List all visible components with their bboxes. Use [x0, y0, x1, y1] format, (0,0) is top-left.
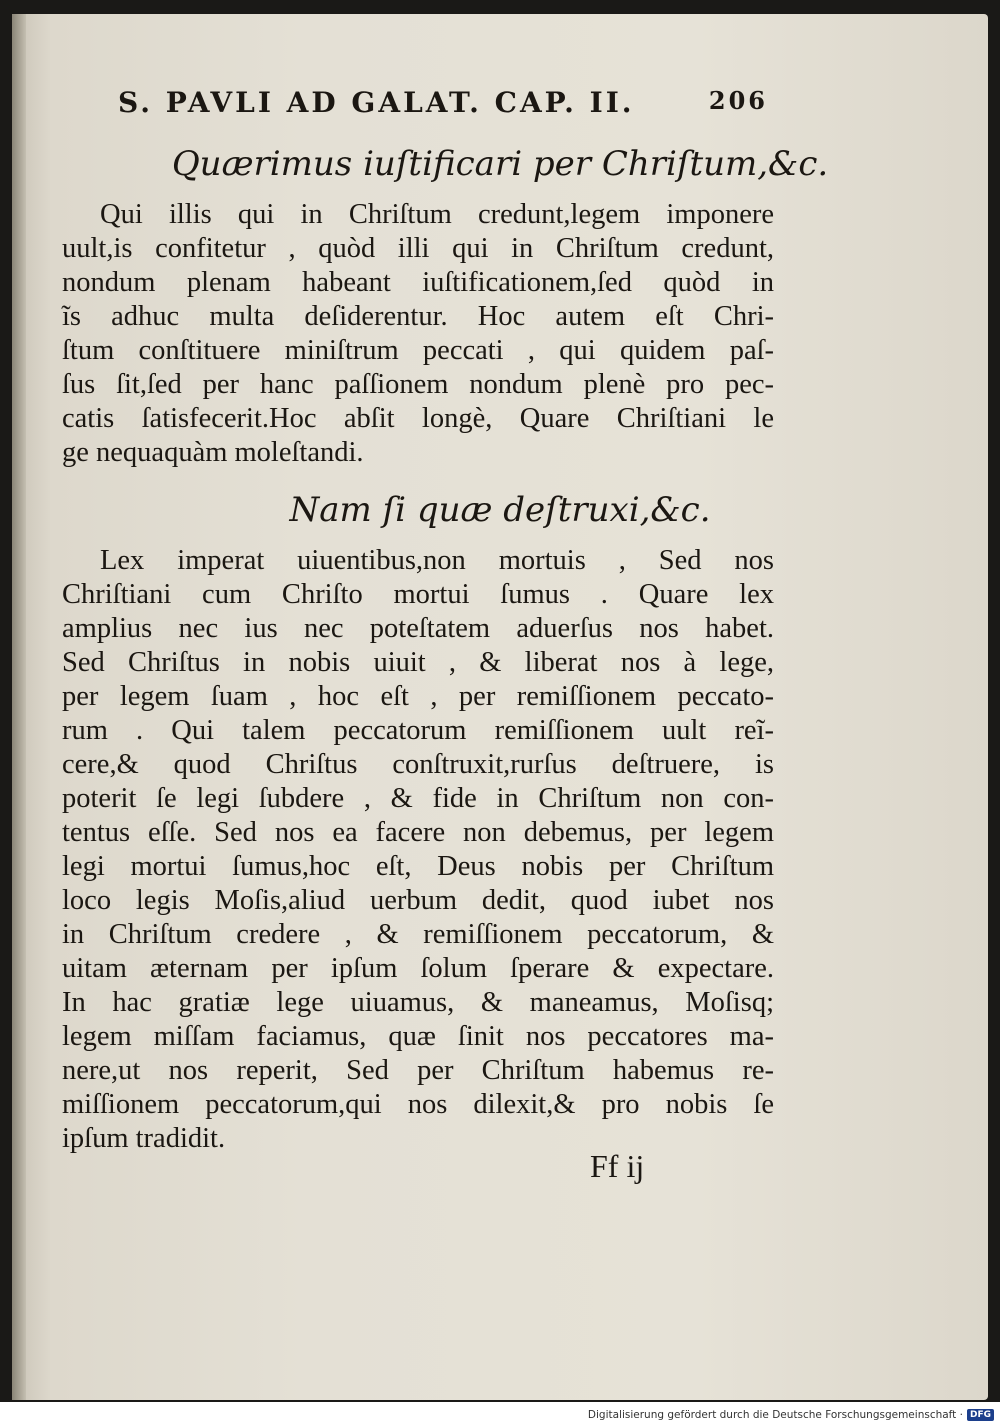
folio-number: 206 — [708, 86, 768, 115]
text-line: ĩs adhuc multa deſiderentur. Hoc autem eſt Chri- — [62, 301, 774, 332]
section-heading-2: Nam ſi quæ deſtruxi,&c. — [289, 490, 711, 530]
text-line: uult,is confitetur , quòd illi qui in Chriſtum credunt, — [62, 233, 774, 264]
running-head-title: S. PAVLI AD GALAT. CAP. II. — [118, 86, 635, 119]
dfg-logo-icon: DFG — [967, 1409, 994, 1421]
text-line: loco legis Moſis,aliud uerbum dedit, quod iubet nos — [62, 885, 774, 916]
paragraph-2 — [62, 544, 774, 1156]
digitization-credit — [588, 1407, 994, 1423]
text-line: nondum plenam habeant iuſtificationem,ſed quòd in — [62, 267, 774, 298]
text-line: rum . Qui talem peccatorum remiſſionem uult reĩ- — [62, 715, 774, 746]
paragraph-1 — [62, 198, 774, 470]
text-line: Qui illis qui in Chriſtum credunt,legem imponere — [100, 199, 774, 230]
text-line: ge nequaquàm moleſtandi. — [62, 437, 364, 468]
text-line: miſſionem peccatorum,qui nos dilexit,& pro nobis ſe — [62, 1089, 774, 1120]
signature-mark: Ff ij — [590, 1148, 645, 1184]
text-line: ipſum tradidit. — [62, 1123, 226, 1154]
text-line: amplius nec ius nec poteſtatem aduerſus nos habet. — [62, 613, 774, 644]
text-line: Chriſtiani cum Chriſto mortui ſumus . Quare lex — [62, 579, 774, 610]
text-line: uitam æternam per ipſum ſolum ſperare & expectare. — [62, 953, 774, 984]
text-line: Lex imperat uiuentibus,non mortuis , Sed nos — [100, 545, 774, 576]
running-head — [118, 86, 768, 126]
text-line: nere,ut nos reperit, Sed per Chriſtum habemus re- — [62, 1055, 774, 1086]
text-line: in Chriſtum credere , & remiſſionem peccatorum, & — [62, 919, 774, 950]
text-line: tentus eſſe. Sed nos ea facere non debemus, per legem — [62, 817, 774, 848]
section-heading-1: Quærimus iuſtificari per Chriſtum,&c. — [171, 144, 829, 184]
text-line: per legem ſuam , hoc eſt , per remiſſionem peccato- — [62, 681, 774, 712]
text-line: ſus ſit,ſed per hanc paſſionem nondum plenè pro pec- — [62, 369, 774, 400]
text-line: ſtum conſtituere miniſtrum peccati , qui quidem paſ- — [62, 335, 774, 366]
text-line: catis ſatisfecerit.Hoc abſit longè, Quare Chriſtiani le — [62, 403, 774, 434]
text-line: legem miſſam faciamus, quæ ſinit nos peccatores ma- — [62, 1021, 774, 1052]
text-line: In hac gratiæ lege uiuamus, & maneamus, Moſisq; — [62, 987, 774, 1018]
text-line: cere,& quod Chriſtus conſtruxit,rurſus deſtruere, is — [62, 749, 774, 780]
credit-text: Digitalisierung gefördert durch die Deutsche Forschungsgemeinschaft · — [587, 1409, 963, 1421]
text-line: Sed Chriſtus in nobis uiuit , & liberat nos à lege, — [62, 647, 774, 678]
text-line: legi mortui ſumus,hoc eſt, Deus nobis per Chriſtum — [62, 851, 774, 882]
text-line: poterit ſe legi ſubdere , & fide in Chriſtum non con- — [62, 783, 774, 814]
page-gutter — [12, 14, 26, 1400]
